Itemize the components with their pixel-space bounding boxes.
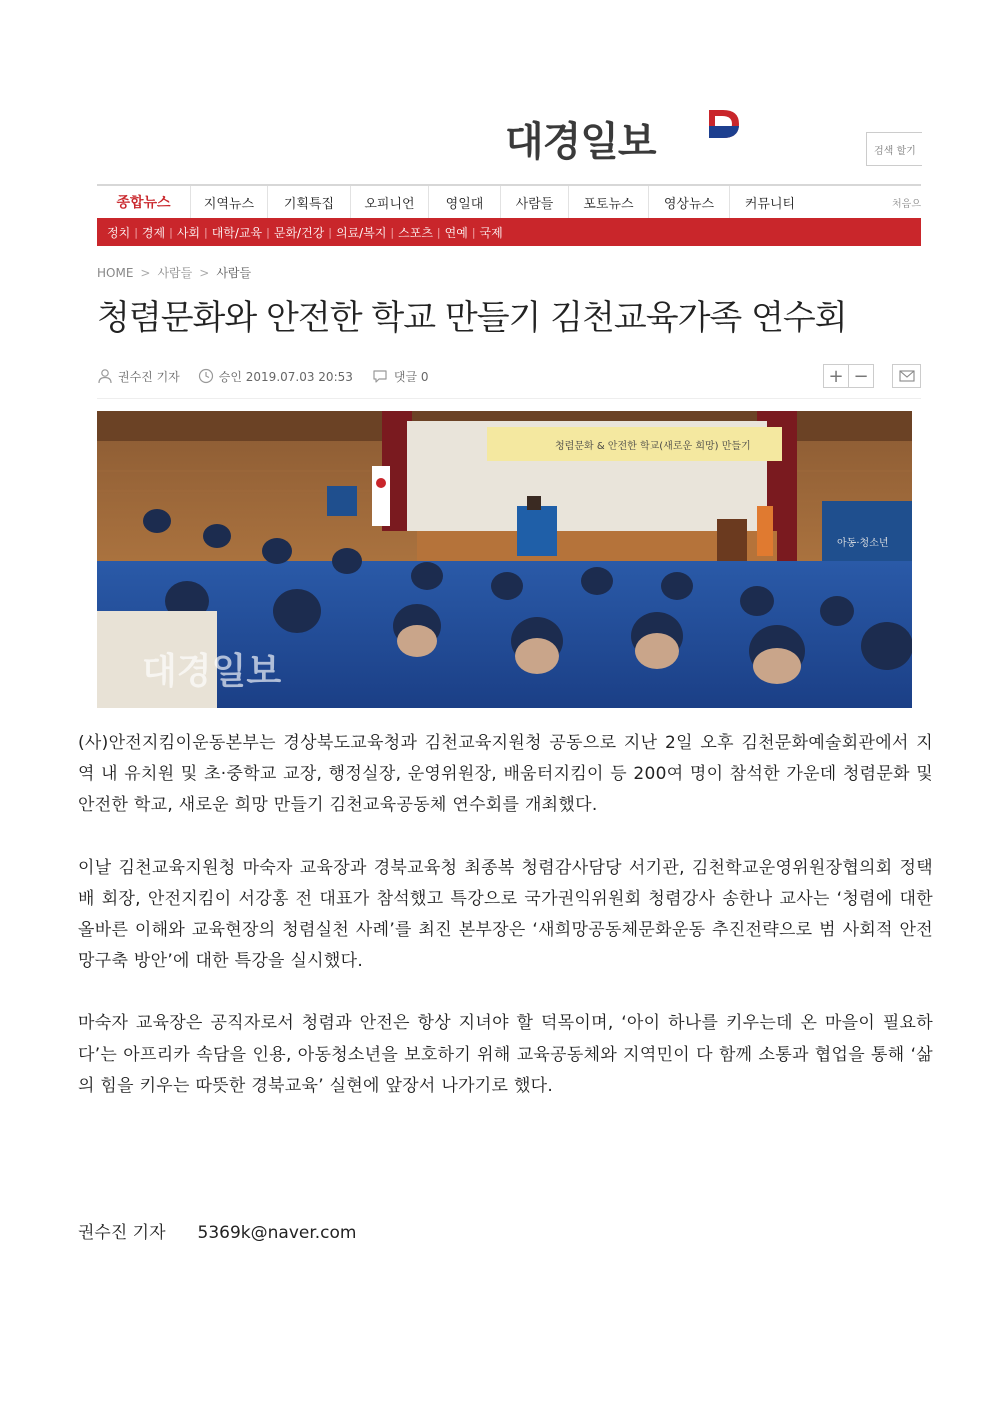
search-placeholder: 검색 할기 [874,146,916,157]
user-icon [97,368,113,384]
clock-icon [198,368,214,384]
logo-mark-icon [705,106,745,142]
nav-item-special[interactable]: 기획특집 [268,186,351,218]
divider: | [471,225,476,239]
sub-nav-sports[interactable]: 스포츠 [398,225,433,240]
page-title: 청렴문화와 안전한 학교 만들기 김천교육가족 연수회 [97,298,847,338]
chevron-right-icon: > [199,266,210,280]
logo-text: 대경일보 [505,119,656,165]
divider: | [328,225,332,239]
photo-image [97,411,912,708]
comment-count: 댓글 0 [393,369,429,384]
email-button[interactable] [892,364,921,388]
nav-item-general-news[interactable]: 종합뉴스 [97,186,191,218]
nav-item-yeongildae[interactable]: 영일대 [429,186,501,218]
sub-nav-international[interactable]: 국제 [479,225,503,240]
search-input[interactable] [866,132,922,166]
comment-icon [371,368,389,384]
font-increase-button[interactable]: + [823,364,849,388]
approved-date: 승인 2019.07.03 20:53 [218,369,353,384]
breadcrumb-level1[interactable]: 사람들 [157,266,193,280]
divider: | [266,225,270,239]
font-decrease-button[interactable]: − [848,364,874,388]
nav-item-community[interactable]: 커뮤니티 [744,196,796,212]
nav-item-opinion[interactable]: 오피니언 [351,186,429,218]
divider: | [134,225,138,239]
byline-email[interactable]: 5369k@naver.com [197,1223,357,1243]
article-paragraph-1: (사)안전지킴이운동본부는 경상북도교육청과 김천교육지원청 공동으로 지난 2일 오후 김천문화예술회관에서 지역 내 유치원 및 초·중학교 교장, 행정실장, 운영위원장, 배움터지킴이 등 200여 명이 참석한 가운데 청렴문화 및 안전한 학교, 새로운 희망 만들기 김천교육공동체 연수회를 개최했다. [78,733,933,816]
date-block [198,368,353,385]
site-logo[interactable] [505,106,745,166]
sub-nav [97,218,921,246]
divider: | [436,225,441,239]
sub-nav-economy[interactable]: 경제 [141,225,166,240]
sub-nav-education[interactable]: 대학/교육 [211,225,263,240]
sub-nav-entertainment[interactable]: 연예 [444,225,468,240]
nav-home-link[interactable]: 처음으 [892,199,921,210]
nav-item-photo-news[interactable]: 포토뉴스 [569,186,649,218]
chevron-right-icon: > [140,266,151,280]
photo-sign-text: 아동·청소년 [837,538,889,549]
photo-watermark: 대경일보 [142,651,282,692]
sub-nav-politics[interactable]: 정치 [107,225,131,240]
divider: | [390,225,395,239]
sub-nav-culture[interactable]: 문화/건강 [273,225,325,240]
mail-icon [899,370,915,382]
article-paragraph-2: 이날 김천교육지원청 마숙자 교육장과 경북교육청 최종복 청렴감사담당 서기관, 김천학교운영위원장협의회 정택배 회장, 안전지킴이 서강홍 전 대표가 참석했고 특강으로 국가권익위원회 청렴강사 송한나 교사는 ‘청렴에 대한 올바른 이해와 교육현장의 청렴실천 사례’를 최진 본부장은 ‘새희망공동체문화운동 추진전략으로 범 사회적 안전망구축 방안’에 대한 특강을 실시했다. [78,857,933,972]
nav-item-people[interactable]: 사람들 [501,186,569,218]
divider: | [204,225,208,239]
breadcrumb [97,264,251,281]
divider: | [169,225,173,239]
article-meta [97,366,447,386]
nav-item-video-news[interactable]: 영상뉴스 [649,186,730,218]
photo-banner-text: 청렴문화 & 안전한 학교(새로운 희망) 만들기 [555,441,751,452]
author-name: 권수진 기자 [118,369,180,384]
byline [78,1218,356,1243]
article-photo[interactable] [97,411,912,708]
author-block [97,368,180,385]
main-nav [97,184,921,218]
divider [97,398,921,399]
font-size-tools [824,364,874,388]
sub-nav-society[interactable]: 사회 [176,225,200,240]
sub-nav-medical[interactable]: 의료/복지 [336,225,387,240]
breadcrumb-home[interactable]: HOME [97,266,134,280]
article-paragraph-3: 마숙자 교육장은 공직자로서 청렴과 안전은 항상 지녀야 할 덕목이며, ‘아이 하나를 키우는데 온 마을이 필요하다’는 아프리카 속담을 인용, 아동청소년을 보호하기 위해 교육공동체와 지역민이 다 함께 소통과 협업을 통해 ‘삶의 힘을 키우는 따뜻한 경북교육’ 실현에 앞장서 나가기로 했다. [78,1013,933,1096]
byline-name: 권수진 기자 [78,1223,166,1243]
article-body [78,728,933,1133]
breadcrumb-current[interactable]: 사람들 [216,266,252,280]
nav-item-regional-news[interactable]: 지역뉴스 [191,186,268,218]
comments-block[interactable] [371,368,429,385]
